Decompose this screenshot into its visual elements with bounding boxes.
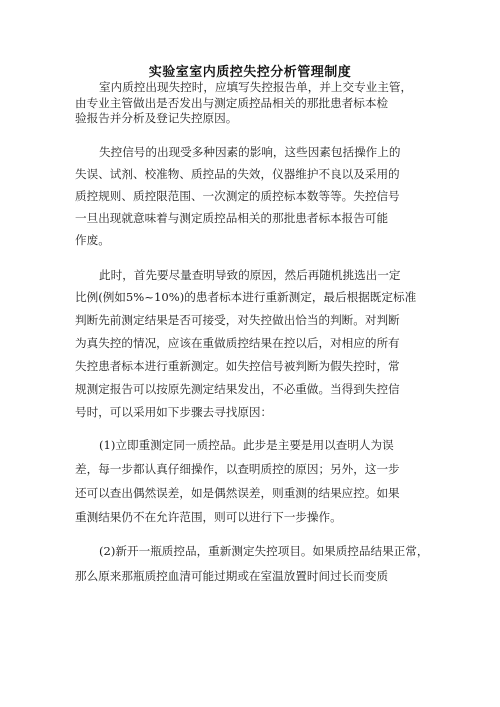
paragraph-5-line-2: 那么原来那瓶质控血清可能过期或在室温放置时间过长而变质 (75, 569, 389, 583)
page-title: 实验室室内质控失控分析管理制度 (148, 65, 352, 80)
paragraph-3-line-4: 为真失控的情况，应该在重做质控结果在控以后，对相应的所有 (75, 336, 400, 350)
paragraph-2-line-4: 一旦出现就意味着与测定质控品相关的那批患者标本报告可能 (75, 211, 389, 225)
paragraph-3-line-6: 规测定报告可以按原先测定结果发出，不必重做。当得到失控信 (75, 382, 400, 396)
paragraph-1-line-1: 室内质控出现失控时，应填写失控报告单，并上交专业主管， (99, 80, 413, 94)
paragraph-4-line-1: (1)立即重测定同一质控品。此步是主要是用以查明人为误 (99, 438, 394, 452)
paragraph-3-line-2: 比例(例如5%~10%)的患者标本进行重新测定，最后根据既定标准 (75, 290, 417, 304)
paragraph-1-line-2: 由专业主管做出是否发出与测定质控品相关的那批患者标本检 (75, 96, 389, 110)
paragraph-2-line-2: 失误、试剂、校准物、质控品的失效，仪器维护不良以及采用的 (75, 167, 400, 181)
paragraph-2-line-1: 失控信号的出现受多种因素的影响，这些因素包括操作上的 (99, 145, 401, 159)
paragraph-3-line-5: 失控患者标本进行重新测定。如失控信号被判断为假失控时，常 (75, 359, 400, 373)
paragraph-3-line-1: 此时，首先要尽量查明导致的原因，然后再随机挑选出一定 (99, 268, 401, 282)
paragraph-3-line-3: 判断先前测定结果是否可接受，对失控做出恰当的判断。对判断 (75, 313, 400, 327)
paragraph-5-line-1: (2)新开一瓶质控品，重新测定失控项目。如果质控品结果正常， (99, 544, 429, 558)
paragraph-1-line-3: 验报告并分析及登记失控原因。 (75, 111, 238, 125)
paragraph-4-line-4: 重测结果仍不在允许范围，则可以进行下一步操作。 (75, 510, 342, 524)
paragraph-4-line-2: 差，每一步都认真仔细操作，以查明质控的原因；另外，这一步 (75, 462, 400, 476)
paragraph-4-line-3: 还可以查出偶然误差，如是偶然误差，则重测的结果应控。如果 (75, 486, 400, 500)
paragraph-2-line-3: 质控规则、质控限范围、一次测定的质控标本数等等。失控信号 (75, 189, 400, 203)
paragraph-2-line-5: 作废。 (75, 233, 110, 247)
paragraph-3-line-7: 号时，可以采用如下步骤去寻找原因： (75, 405, 273, 419)
